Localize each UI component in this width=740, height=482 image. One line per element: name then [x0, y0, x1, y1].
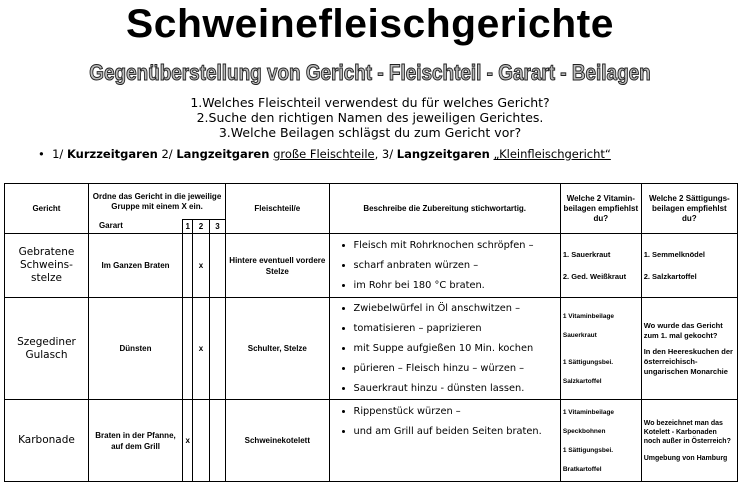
list-item: • tomatisieren – paprizieren — [354, 319, 558, 339]
legend-text-2: 2/ — [157, 147, 177, 161]
questions — [0, 95, 740, 140]
group-1-mark: x — [183, 400, 193, 482]
list-item: • Rippenstück würzen – — [354, 402, 558, 422]
group-2-mark — [193, 400, 209, 482]
header-gericht: Gericht — [5, 184, 89, 234]
side-item: Sauerkraut — [562, 331, 597, 339]
vitamin-cell — [560, 298, 641, 400]
header-group-2: 2 — [193, 220, 209, 234]
legend-text-4: , 3/ — [374, 147, 397, 161]
side-item: Wo wurde das Gericht zum 1. mal gekocht? — [643, 320, 723, 340]
group-3-mark — [209, 298, 225, 400]
table-row — [5, 234, 738, 298]
table-row — [5, 298, 738, 400]
header-fleischteil: Fleischteil/e — [226, 184, 329, 234]
side-item: 1 Sättigungsbei. — [562, 446, 614, 454]
group-3-mark — [209, 234, 225, 298]
side-item: Speckbohnen — [562, 427, 606, 435]
dish-name: Szegediner Gulasch — [5, 298, 89, 400]
list-item: • Zwiebelwürfel in Öl anschwitzen – — [354, 299, 558, 319]
group-1-mark — [183, 298, 193, 400]
garart-legend — [38, 147, 738, 161]
side-item: 1 Sättigungsbei. — [562, 358, 614, 366]
legend-langzeitgaren-1: Langzeitgaren — [176, 147, 270, 161]
fleischteil-cell: Hintere eventuell vordere Stelze — [226, 234, 329, 298]
side-item: 1. Sauerkraut — [562, 250, 611, 259]
header-garart: Garart — [88, 220, 182, 234]
group-2-mark: x — [193, 234, 209, 298]
legend-text-1: 1/ — [52, 147, 67, 161]
garart-cell: Im Ganzen Braten — [88, 234, 182, 298]
side-item: Umgebung von Hamburg — [643, 454, 728, 462]
side-item: Bratkartoffel — [562, 465, 602, 473]
page-subtitle: Gegenüberstellung von Gericht - Fleischteil - Garart - Beilagen — [89, 60, 651, 85]
zubereitung-cell — [329, 298, 560, 400]
saettigung-cell — [641, 234, 737, 298]
list-item: • Fleisch mit Rohrknochen schröpfen – — [354, 236, 558, 256]
side-item: 2. Ged. Weißkraut — [562, 272, 627, 281]
list-item: • scharf anbraten würzen – — [354, 256, 558, 276]
saettigung-cell — [641, 400, 737, 482]
zubereitung-cell — [329, 400, 560, 482]
side-item: 2. Salzkartoffel — [643, 272, 697, 281]
side-item: Salzkartoffel — [562, 377, 602, 385]
group-2-mark: x — [193, 298, 209, 400]
dish-table — [4, 183, 738, 482]
header-zubereitung: Beschreibe die Zubereitung stichwortartig. — [329, 184, 560, 234]
dish-name: Gebratene Schweins-stelze — [5, 234, 89, 298]
list-item: • pürieren – Fleisch hinzu – würzen – — [354, 359, 558, 379]
legend-grosse-fleischteile: große Fleischteile — [273, 147, 375, 161]
legend-kurzzeitgaren: Kurzzeitgaren — [66, 147, 158, 161]
legend-langzeitgaren-2: Langzeitgaren — [396, 147, 490, 161]
list-item: • mit Suppe aufgießen 10 Min. kochen — [354, 339, 558, 359]
question-2: 2.Suche den richtigen Namen des jeweiligen Gerichtes. — [196, 110, 544, 125]
side-item: 1. Semmelknödel — [643, 250, 705, 259]
saettigung-cell — [641, 298, 737, 400]
zubereitung-cell — [329, 234, 560, 298]
garart-cell: Braten in der Pfanne, auf dem Grill — [88, 400, 182, 482]
dish-name: Karbonade — [5, 400, 89, 482]
side-item: In den Heereskuchen der österreichisch-ungarischen Monarchie — [643, 346, 733, 376]
legend-kleinfleischgericht: „Kleinfleischgericht“ — [493, 147, 611, 161]
side-item: Wo bezeichnet man das Kotelett - Karbonaden noch außer in Österreich? — [643, 419, 731, 445]
garart-cell: Dünsten — [88, 298, 182, 400]
vitamin-cell — [560, 400, 641, 482]
question-1: 1.Welches Fleischteil verwendest du für welches Gericht? — [190, 95, 550, 110]
header-group-1: 1 — [183, 220, 193, 234]
table-row — [5, 400, 738, 482]
group-1-mark — [183, 234, 193, 298]
header-ordne: Ordne das Gericht in die jeweilige Gruppe mit einem X ein. — [88, 184, 225, 220]
side-item: 1 Vitaminbeilage — [562, 408, 615, 416]
side-item: 1 Vitaminbeilage — [562, 312, 615, 320]
group-3-mark — [209, 400, 225, 482]
fleischteil-cell: Schulter, Stelze — [226, 298, 329, 400]
header-group-3: 3 — [209, 220, 225, 234]
fleischteil-cell: Schweinekotelett — [226, 400, 329, 482]
vitamin-cell — [560, 234, 641, 298]
list-item: • und am Grill auf beiden Seiten braten. — [354, 422, 558, 442]
header-vitamin: Welche 2 Vitamin-beilagen empfiehlst du? — [560, 184, 641, 234]
page-title: Schweinefleischgerichte — [126, 2, 614, 46]
question-3: 3.Welche Beilagen schlägst du zum Gericht vor? — [218, 125, 522, 140]
list-item: • Sauerkraut hinzu - dünsten lassen. — [354, 379, 558, 399]
header-saettigung: Welche 2 Sättigungs-beilagen empfiehlst du? — [641, 184, 737, 234]
bullet-icon: • — [38, 147, 53, 161]
list-item: • im Rohr bei 180 °C braten. — [354, 276, 558, 296]
